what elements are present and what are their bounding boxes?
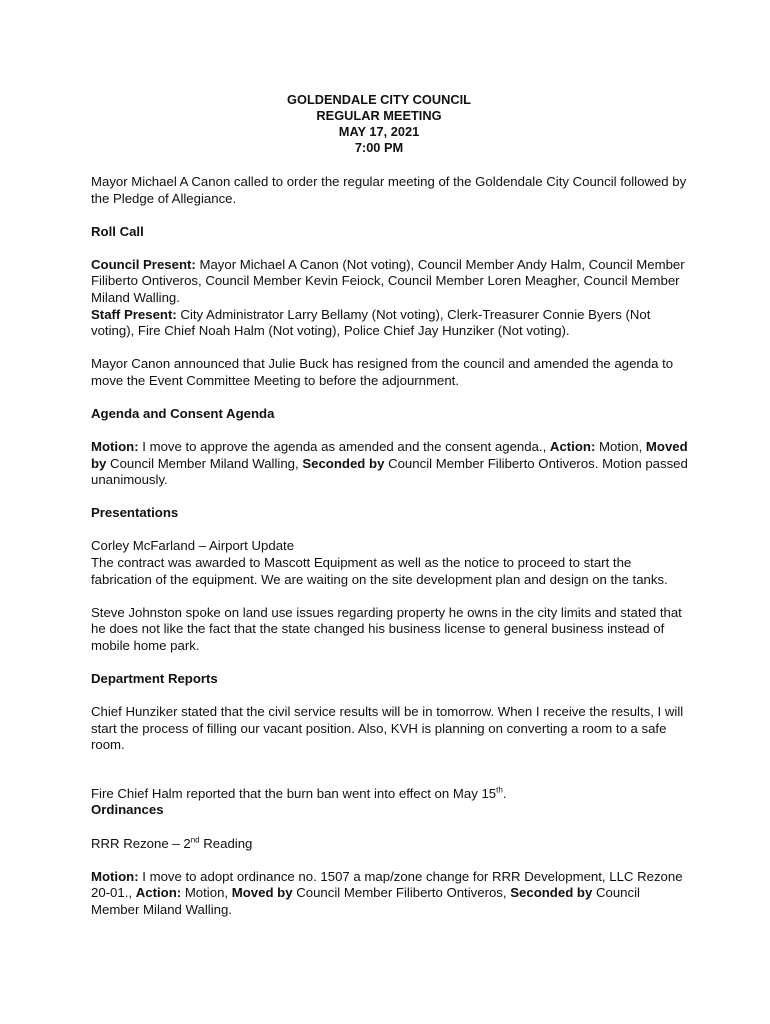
police-report-paragraph: Chief Hunziker stated that the civil service results will be in tomorrow. When I receive the results, I will start the process of filling our vacant position. Also, KVH is planning on converting a room to a safe room. xyxy=(91,704,684,753)
ordinances-heading: Ordinances xyxy=(91,802,164,818)
ordinance-item-sup: nd xyxy=(190,835,200,845)
staff-present-label: Staff Present: xyxy=(91,306,177,322)
motion-label: Motion: xyxy=(91,439,139,455)
council-present-text: Mayor Michael A Canon (Not voting), Council Member Andy Halm, Council Member Filiberto Ontiveros, Council Member Kevin Feiock, Council Member Loren Meagher, Council Member Miland Walling. xyxy=(91,256,685,305)
ord-moved-by-text: Council Member Filiberto Ontiveros, xyxy=(292,885,511,901)
seconded-by-label: Seconded by xyxy=(302,455,385,471)
ord-action-text: Motion, xyxy=(181,885,232,901)
ordinance-item-end: Reading xyxy=(199,835,253,851)
fire-report-end: . xyxy=(502,785,507,801)
fire-report-text: Fire Chief Halm reported that the burn ban went into effect on May 15 xyxy=(91,785,497,801)
ord-motion-text: I move to adopt ordinance no. 1507 a map/zone change for RRR Development, LLC Rezone 20-01., xyxy=(91,868,683,901)
action-label: Action: xyxy=(549,439,596,455)
presentation-title: Corley McFarland – Airport Update xyxy=(91,538,295,554)
action-text: Motion, xyxy=(595,439,646,455)
staff-present-paragraph xyxy=(91,307,691,340)
header-date: MAY 17, 2021 xyxy=(338,124,420,139)
staff-present-text: City Administrator Larry Bellamy (Not voting), Clerk-Treasurer Connie Byers (Not voting), Fire Chief Noah Halm (Not voting), Police Chief Jay Hunziker (Not voting). xyxy=(91,306,651,339)
ord-action-label: Action: xyxy=(135,885,182,901)
ordinance-item-text: RRR Rezone – 2 xyxy=(91,835,191,851)
ordinance-item xyxy=(91,836,691,853)
agenda-motion-paragraph xyxy=(91,439,691,489)
seconded-by-text: Council Member Filiberto Ontiveros. Motion passed unanimously. xyxy=(91,455,688,488)
announcement-paragraph: Mayor Canon announced that Julie Buck has resigned from the council and amended the agenda to move the Event Committee Meeting to before the adjournment. xyxy=(91,356,674,388)
agenda-heading: Agenda and Consent Agenda xyxy=(91,405,275,421)
fire-report-paragraph xyxy=(91,786,691,803)
presentation-body: The contract was awarded to Mascott Equipment as well as the notice to proceed to start the fabrication of the equipment. We are waiting on the site development plan and design on the tanks. xyxy=(91,555,668,587)
moved-by-label: Moved by xyxy=(91,439,688,471)
ord-motion-label: Motion: xyxy=(91,868,139,884)
ord-seconded-by-label: Seconded by xyxy=(510,885,593,901)
presentations-heading: Presentations xyxy=(91,505,179,521)
council-present-label: Council Present: xyxy=(91,256,196,272)
motion-text: I move to approve the agenda as amended and the consent agenda., xyxy=(138,439,550,455)
intro-paragraph: Mayor Michael A Canon called to order the regular meeting of the Goldendale City Council followed by the Pledge of Allegiance. xyxy=(91,174,687,206)
department-reports-heading: Department Reports xyxy=(91,670,218,686)
moved-by-text: Council Member Miland Walling, xyxy=(106,455,303,471)
ordinance-motion-paragraph xyxy=(91,869,691,919)
ord-seconded-by-text: Council Member Miland Walling. xyxy=(91,885,640,917)
header-meeting-type: REGULAR MEETING xyxy=(316,108,442,123)
fire-report-sup: th xyxy=(496,785,503,795)
minutes-page xyxy=(91,92,691,918)
roll-call-heading: Roll Call xyxy=(91,223,144,239)
ord-moved-by-label: Moved by xyxy=(231,885,293,901)
document-header xyxy=(67,92,691,156)
header-council-name: GOLDENDALE CITY COUNCIL xyxy=(287,92,471,107)
public-comment-paragraph: Steve Johnston spoke on land use issues regarding property he owns in the city limits and stated that he does not like the fact that the state changed his business license to general business instead of mobile home park. xyxy=(91,604,682,653)
header-time: 7:00 PM xyxy=(354,140,404,155)
council-present-paragraph xyxy=(91,257,691,307)
